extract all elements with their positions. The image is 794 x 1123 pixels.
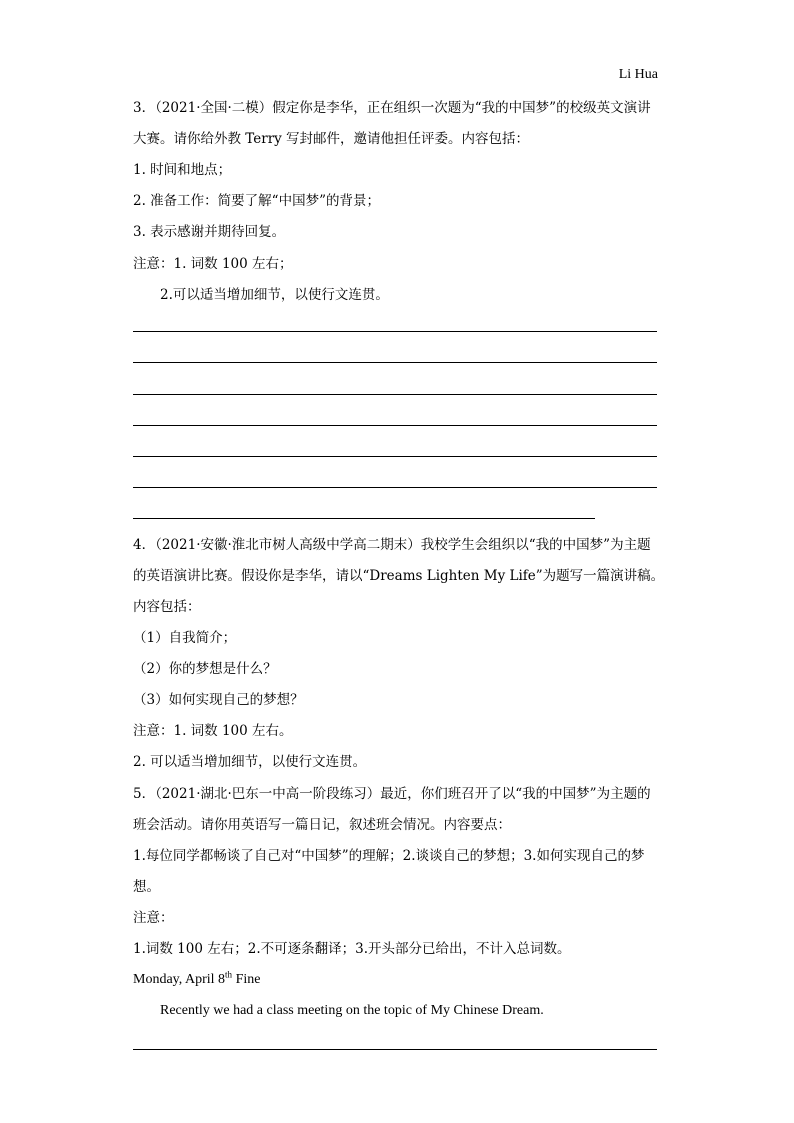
q5-prompt-line-2: 班会活动。请你用英语写一篇日记，叙述班会情况。内容要点： (133, 817, 511, 833)
q3-item-3: 3. 表示感谢并期待回复。 (133, 224, 286, 240)
q5-note-1: 1.词数 100 左右；2.不可逐条翻译；3.开头部分已给出，不计入总词数。 (133, 941, 571, 957)
signature: Li Hua (618, 67, 658, 82)
q4-item-2: （2）你的梦想是什么？ (133, 661, 277, 677)
answer-line[interactable] (133, 487, 657, 488)
answer-line[interactable] (133, 331, 657, 332)
q4-prompt-line-2: 的英语演讲比赛。假设你是李华，请以“Dreams Lighten My Life”为题写一篇演讲稿。 (133, 568, 665, 584)
answer-line[interactable] (133, 1049, 657, 1050)
q3-note-1: 注意：1. 词数 100 左右； (133, 256, 293, 272)
q4-note-1: 注意：1. 词数 100 左右。 (133, 723, 293, 739)
q3-item-1: 1. 时间和地点； (133, 162, 232, 178)
q5-note-label: 注意： (133, 910, 174, 926)
q3-prompt-line-2: 大赛。请你给外教 Terry 写封邮件，邀请他担任评委。内容包括： (133, 131, 530, 147)
q4-prompt-line-3: 内容包括： (133, 599, 201, 615)
q4-prompt-line-1: 4．（2021·安徽·淮北市树人高级中学高二期末）我校学生会组织以“我的中国梦”为主题 (133, 537, 651, 553)
q5-prompt-line-1: 5．（2021·湖北·巴东一中高一阶段练习）最近，你们班召开了以“我的中国梦”为主题的 (133, 786, 651, 802)
q5-prompt-line-4: 想。 (133, 879, 160, 895)
answer-line[interactable] (133, 394, 657, 395)
q5-prompt-line-3: 1.每位同学都畅谈了自己对“中国梦”的理解；2.谈谈自己的梦想；3.如何实现自己的梦 (133, 848, 645, 864)
answer-line[interactable] (133, 518, 595, 519)
q4-item-1: （1）自我简介； (133, 630, 237, 646)
q3-item-2: 2. 准备工作：简要了解“中国梦”的背景； (133, 193, 380, 209)
answer-line[interactable] (133, 362, 657, 363)
q3-prompt-line-1: 3．（2021·全国·二模）假定你是李华，正在组织一次题为“我的中国梦”的校级英文演讲 (133, 100, 651, 116)
q4-note-2: 2. 可以适当增加细节，以使行文连贯。 (133, 754, 367, 770)
q5-date-suffix: th (225, 969, 233, 980)
q5-date-text: Monday, April 8 (133, 972, 226, 987)
answer-line[interactable] (133, 425, 657, 426)
q5-opening-sentence: Recently we had a class meeting on the topic of My Chinese Dream. (160, 1003, 544, 1018)
q5-weather: Fine (232, 972, 261, 987)
q3-note-2: 2.可以适当增加细节，以使行文连贯。 (160, 287, 389, 303)
answer-line[interactable] (133, 456, 657, 457)
q4-item-3: （3）如何实现自己的梦想？ (133, 692, 304, 708)
q5-diary-date (133, 971, 260, 989)
